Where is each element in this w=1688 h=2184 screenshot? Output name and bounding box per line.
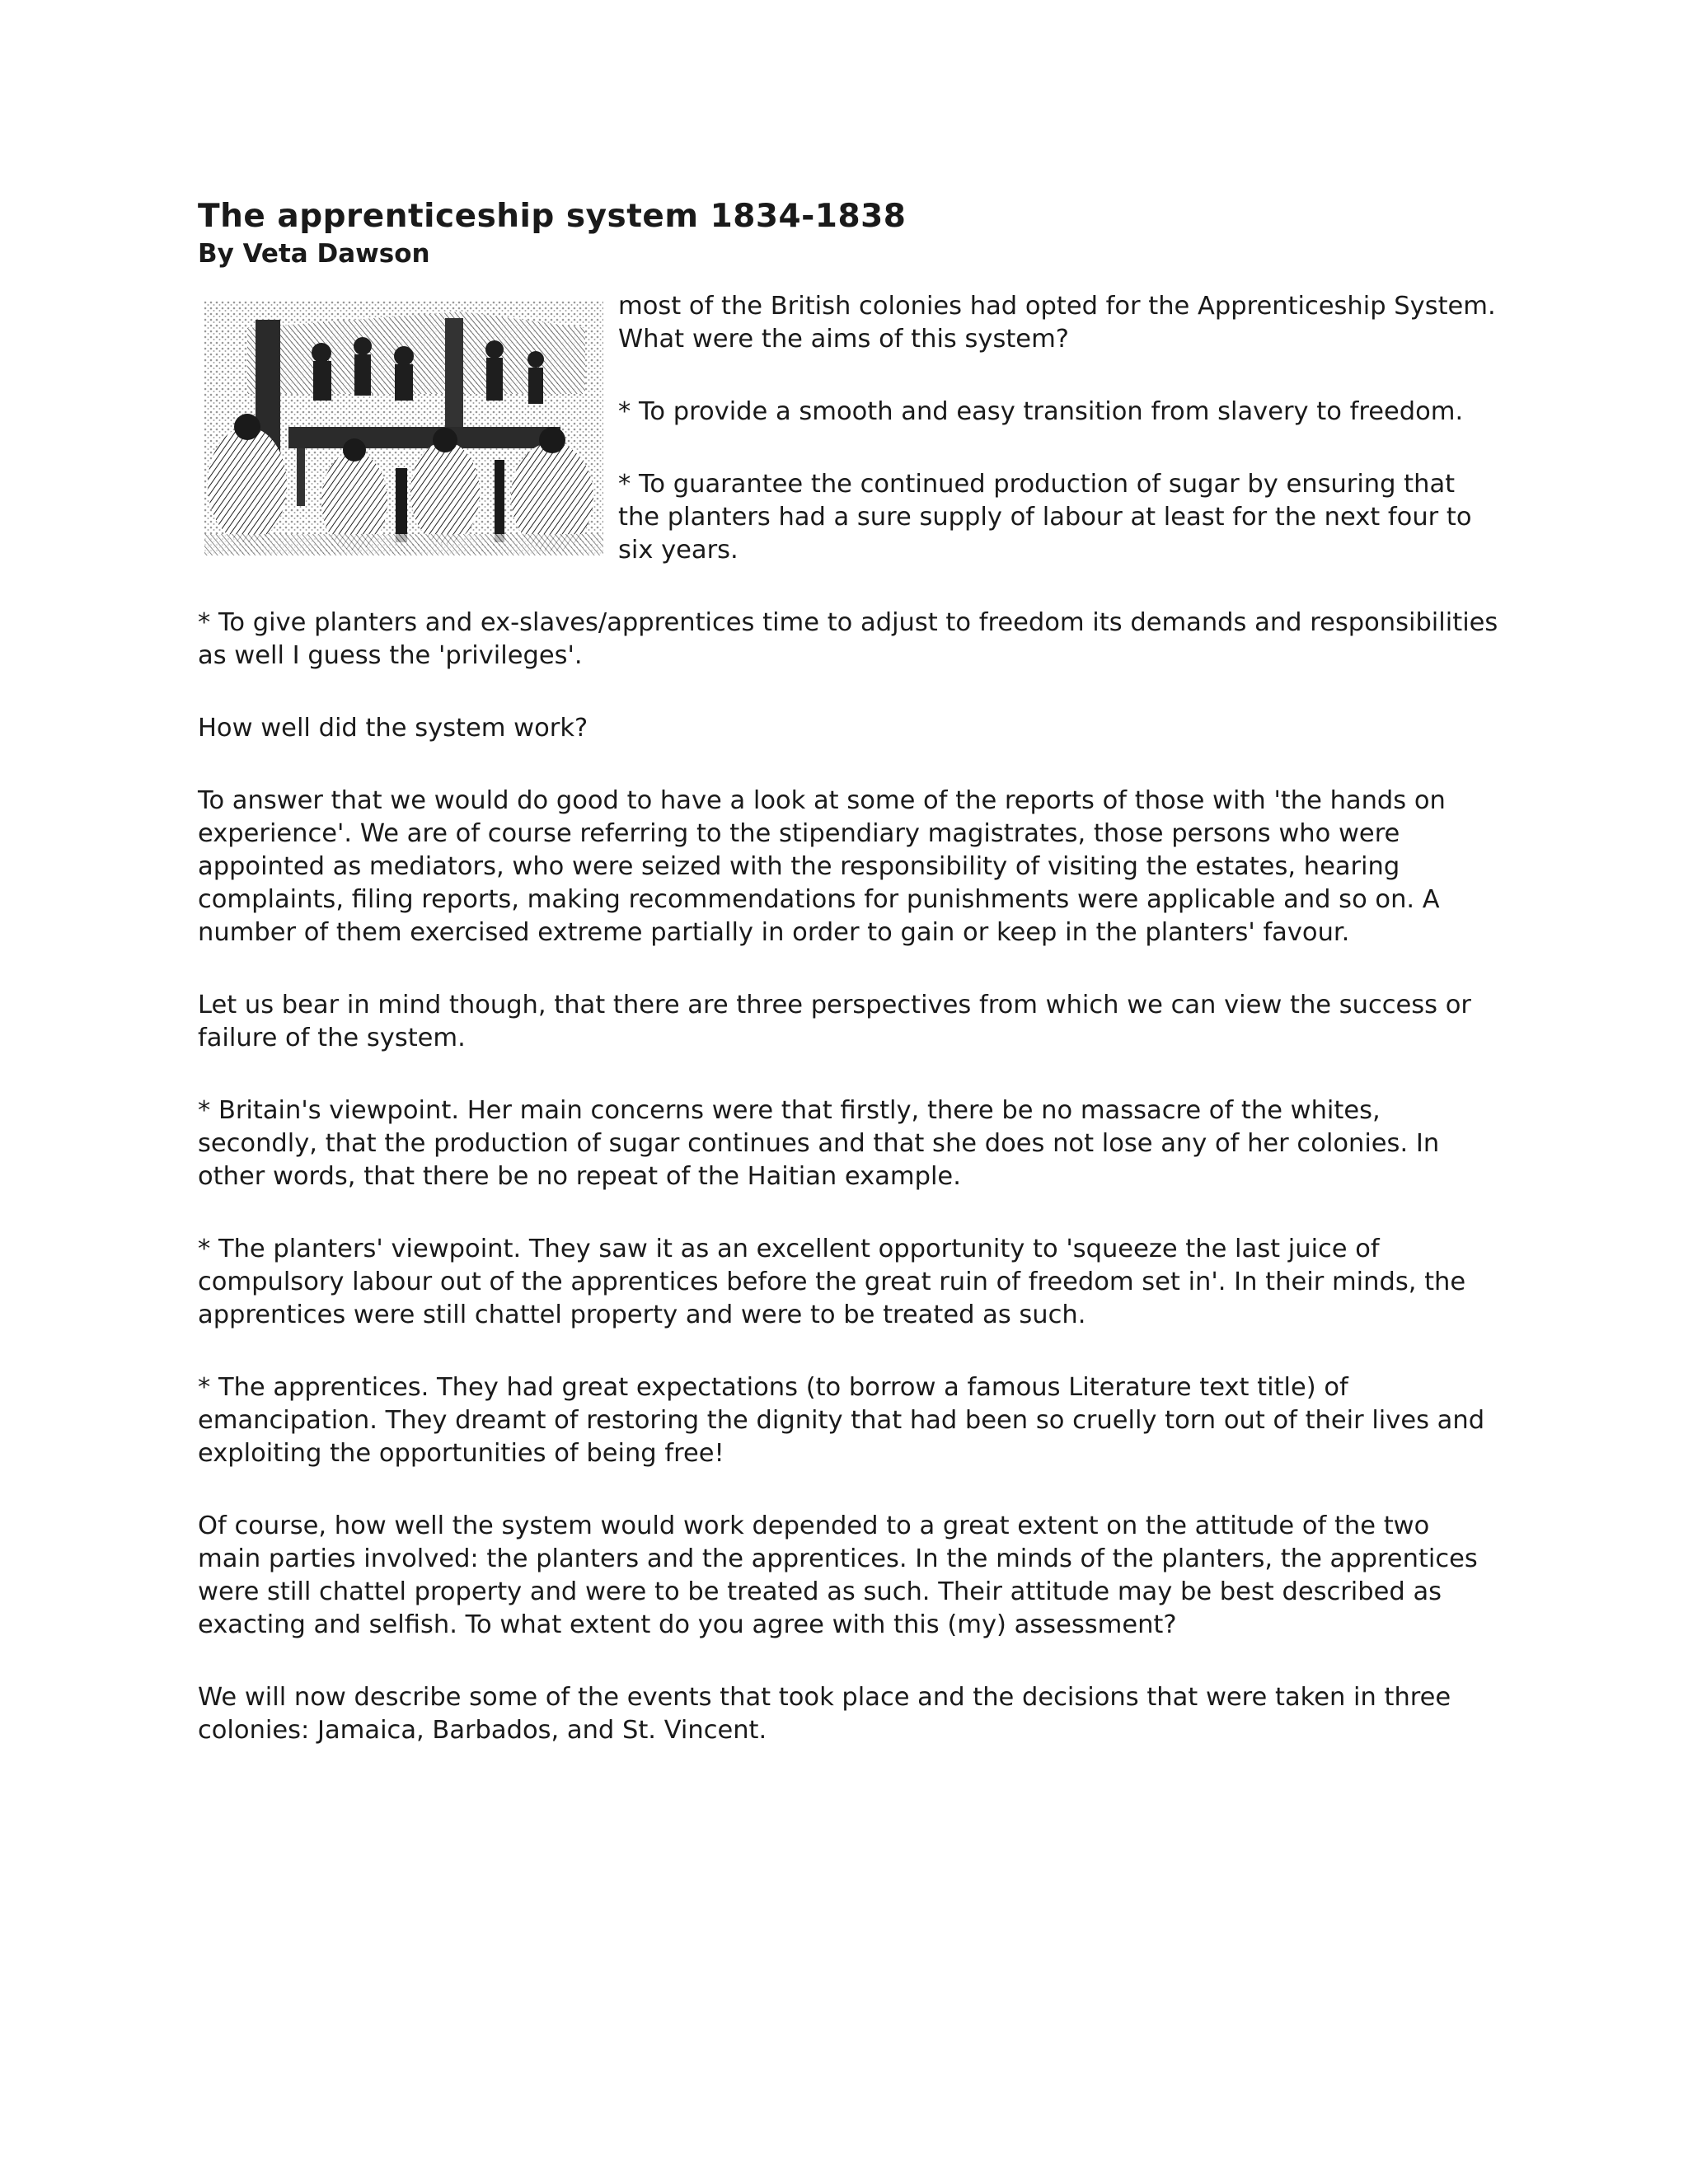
paragraph: * To provide a smooth and easy transition from slavery to freedom.: [618, 397, 1464, 426]
article-title: The apprenticeship system 1834-1838: [198, 198, 907, 235]
paragraph: * Britain's viewpoint. Her main concerns were that firstly, there be no massacre of the whites, secondly, that the production of sugar continues and that she does not lose any of her colonies. In other words, that there be no repeat of the Haitian example.: [198, 1096, 1440, 1191]
paragraph: * To give planters and ex-slaves/apprentices time to adjust to freedom its demands and responsibilities as well I guess the 'privileges'.: [198, 608, 1498, 670]
paragraph: * The planters' viewpoint. They saw it as an excellent opportunity to 'squeeze the last juice of compulsory labour out of the apprentices before the great ruin of freedom set in'. In their minds, the apprentices were still chattel property and were to be treated as such.: [198, 1235, 1466, 1329]
paragraph: Let us bear in mind though, that there are three perspectives from which we can view the success or failure of the system.: [198, 991, 1471, 1052]
paragraph: * The apprentices. They had great expectations (to borrow a famous Literature text title) of emancipation. They dreamt of restoring the dignity that had been so cruelly torn out of their lives and exploiting the opportunities of being free!: [198, 1373, 1485, 1468]
paragraph: * To guarantee the continued production of sugar by ensuring that the planters had a sure supply of labour at least for the next four to six years.: [618, 470, 1472, 565]
paragraph: To answer that we would do good to have a look at some of the reports of those with 'the hands on experience'. We are of course referring to the stipendiary magistrates, those persons who were appointed as mediators, who were seized with the responsibility of visiting the estates, hearing complaints, filing reports, making recommendations for punishments were applicable and so on. A number of them exercised extreme partially in order to gain or keep in the planters' favour.: [198, 786, 1446, 947]
paragraph: We will now describe some of the events that took place and the decisions that were taken in three colonies: Jamaica, Barbados, and St. Vincent.: [198, 1683, 1451, 1745]
paragraph: Of course, how well the system would work depended to a great extent on the attitude of the two main parties involved: the planters and the apprentices. In the minds of the planters, the apprentices were still chattel property and were to be treated as such. Their attitude may be best described as exacting and selfish. To what extent do you agree with this (my) assessment?: [198, 1511, 1478, 1639]
article-author: By Veta Dawson: [198, 239, 430, 269]
document-page: [198, 196, 1500, 1787]
engraving-illustration-icon: [198, 295, 610, 564]
paragraph: most of the British colonies had opted for the Apprenticeship System. What were the aims of this system?: [618, 292, 1496, 354]
article-body: [198, 290, 1500, 1747]
paragraph: How well did the system work?: [198, 714, 588, 743]
